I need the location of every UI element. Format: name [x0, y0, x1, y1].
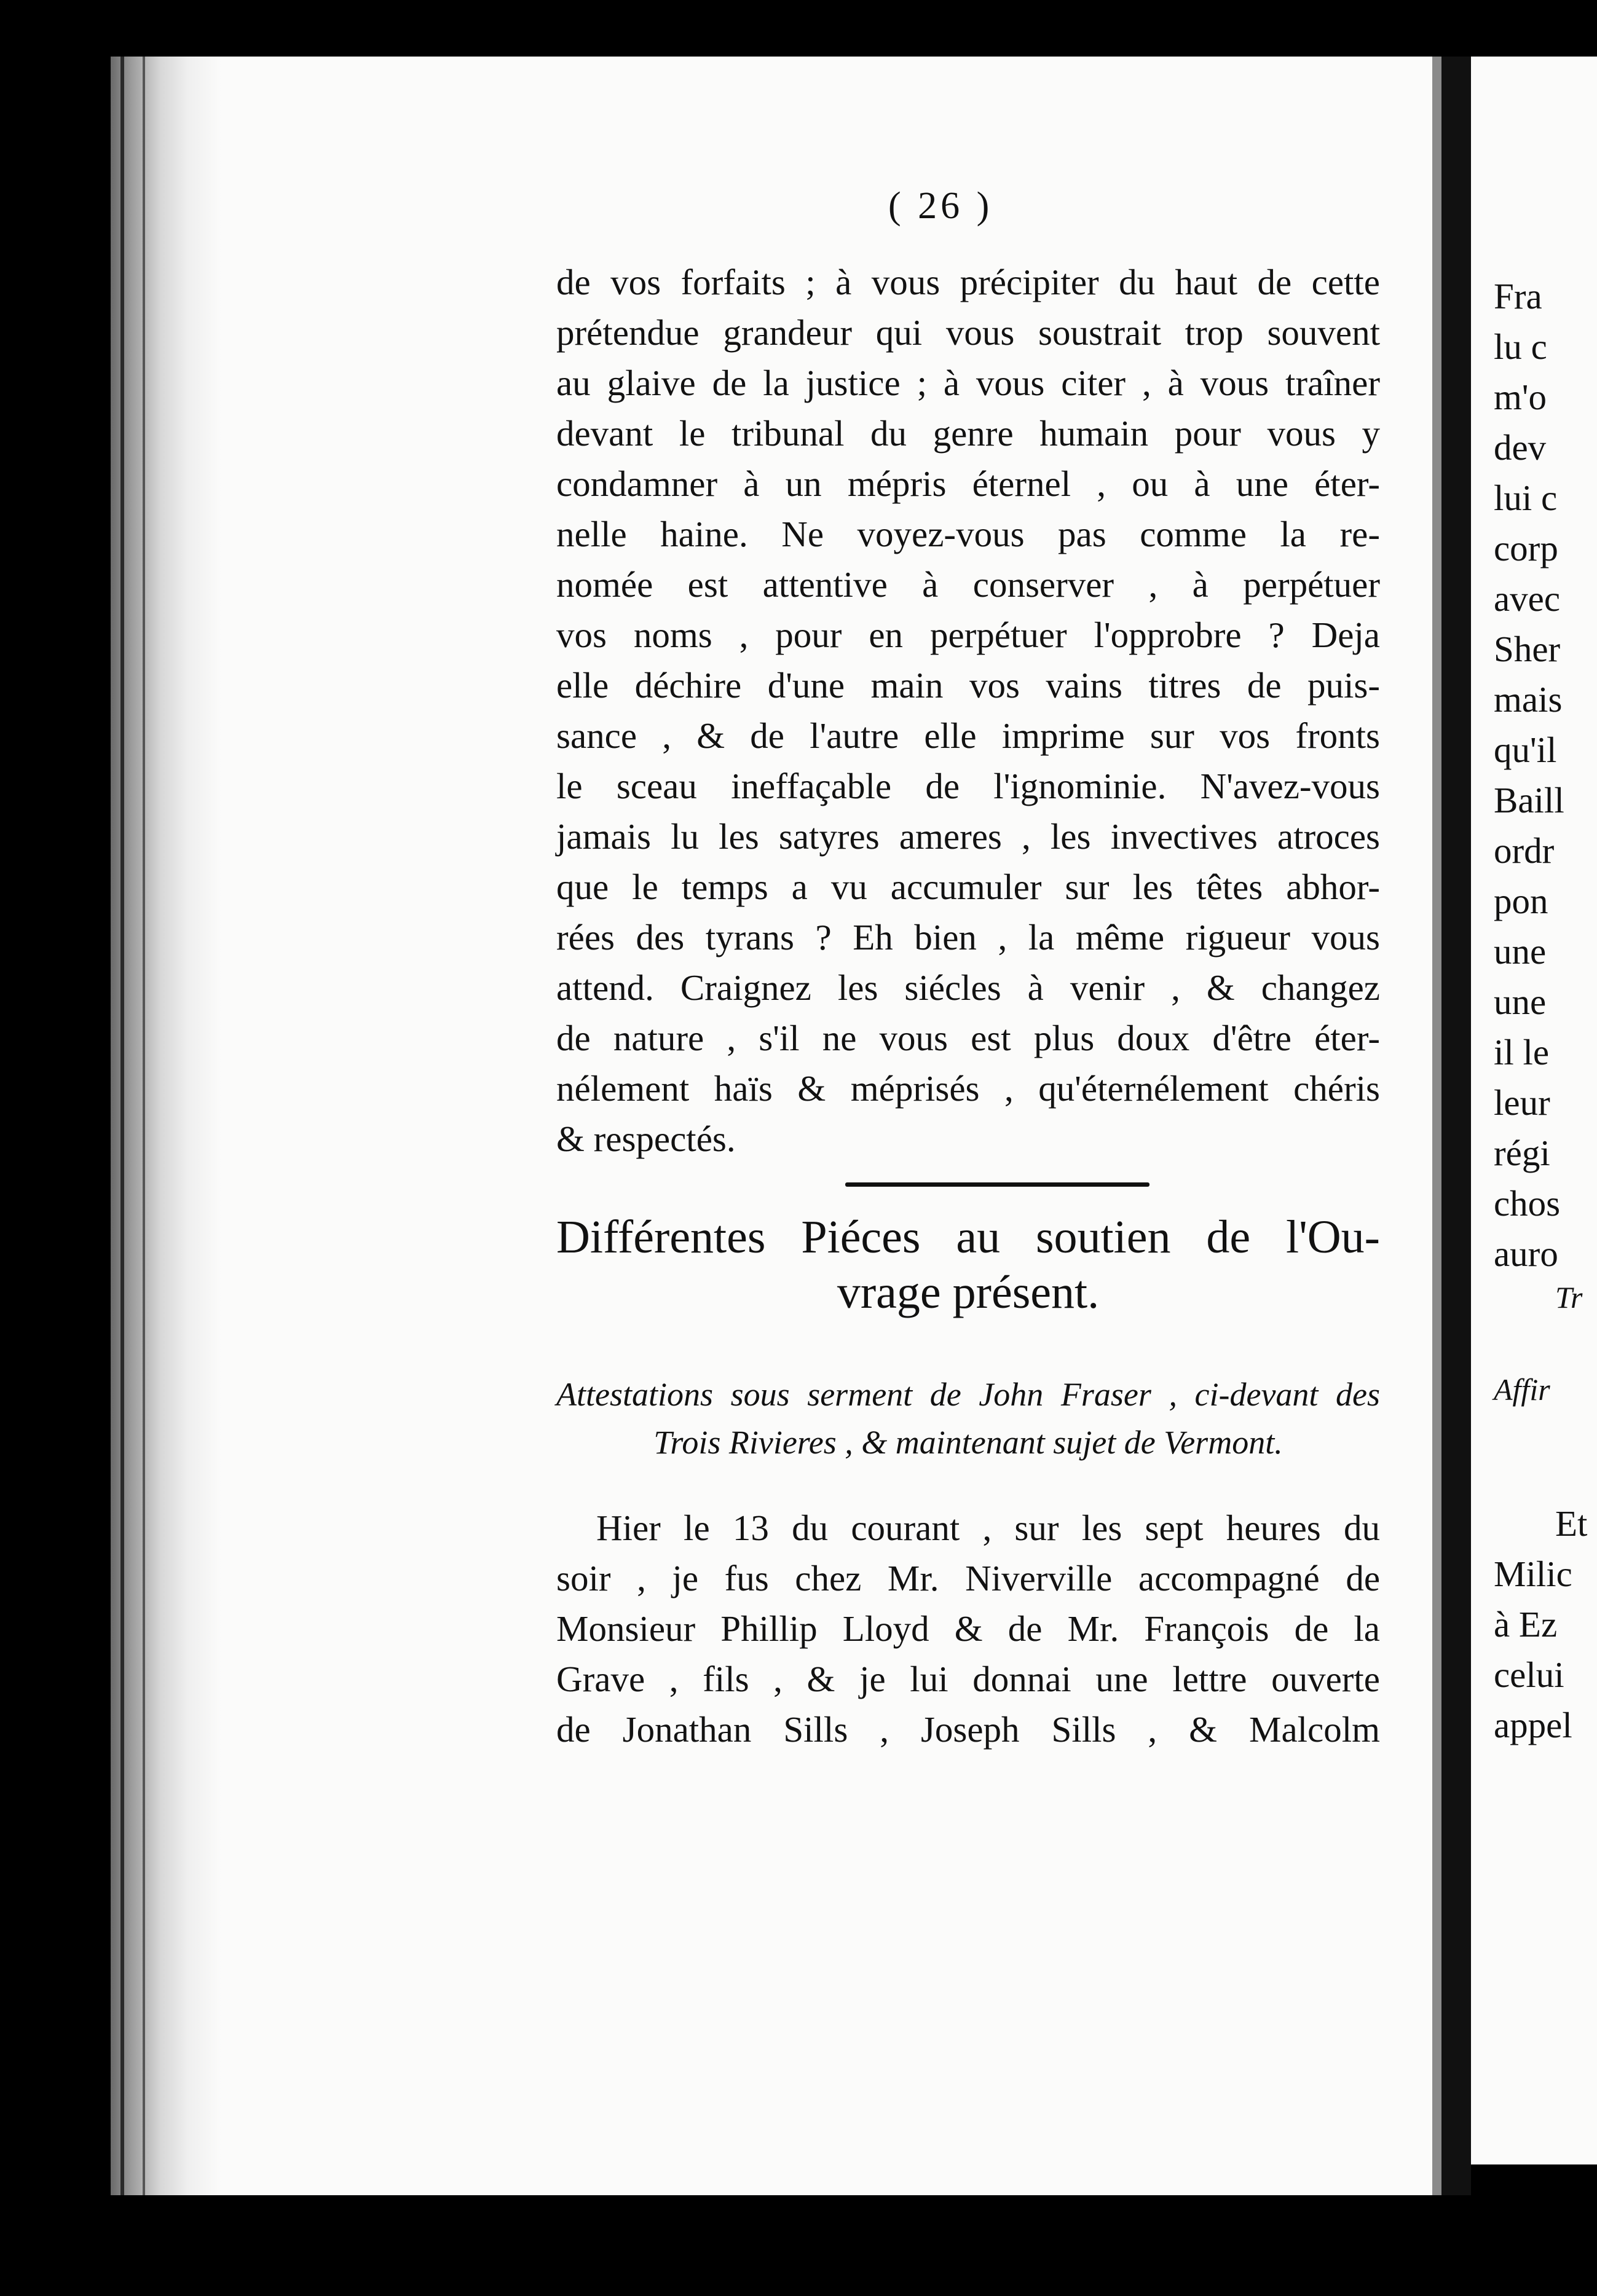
- subheading-line: Trois Rivieres , & maintenant sujet de Vermont.: [653, 1424, 1283, 1461]
- right-page-fragment: une: [1494, 981, 1547, 1022]
- right-page-fragment: Sher: [1494, 629, 1561, 669]
- right-page-fragment: Baill: [1494, 780, 1564, 820]
- text-line: de nature , s'il ne vous est plus doux d'être éter-: [556, 1018, 1380, 1058]
- right-page-fragment: corp: [1494, 528, 1558, 568]
- text-line: nomée est attentive à conserver , à perpétuer: [556, 564, 1380, 605]
- gutter-edge-line: [120, 57, 124, 2195]
- text-line: devant le tribunal du genre humain pour vous y: [556, 413, 1380, 454]
- text-line: nelle haine. Ne voyez-vous pas comme la re-: [556, 514, 1380, 554]
- section-rule: [845, 1182, 1149, 1187]
- body-paragraph: [556, 257, 1380, 1164]
- text-line: vos noms , pour en perpétuer l'opprobre ? Deja: [556, 615, 1380, 655]
- page-gutter-shadow: [111, 57, 221, 2195]
- section-subheading: [556, 1370, 1380, 1466]
- text-line: Grave , fils , & je lui donnai une lettre ouverte: [556, 1659, 1380, 1699]
- heading-line: Différentes Piéces au soutien de l'Ou-: [556, 1211, 1380, 1263]
- gutter-edge-line: [143, 57, 145, 2195]
- right-page-fragment: une: [1494, 931, 1547, 972]
- right-page-fragment: Tr: [1555, 1280, 1583, 1315]
- subheading-line: Attestations sous serment de John Fraser , ci-devant des: [556, 1376, 1380, 1413]
- text-line: Hier le 13 du courant , sur les sept heures du: [596, 1508, 1380, 1548]
- right-page-fragment: mais: [1494, 679, 1563, 720]
- right-page-fragment: Fra: [1494, 276, 1542, 316]
- text-line: de Jonathan Sills , Joseph Sills , & Malcolm: [556, 1709, 1380, 1750]
- page-number: ( 26 ): [888, 185, 993, 227]
- testimony-paragraph: [556, 1503, 1380, 1755]
- text-line: Monsieur Phillip Lloyd & de Mr. François de la: [556, 1608, 1380, 1649]
- text-line: attend. Craignez les siécles à venir , & changez: [556, 967, 1380, 1008]
- right-page-fragment: à Ez: [1494, 1604, 1558, 1645]
- right-page-fragment: lui c: [1494, 478, 1558, 518]
- text-line: que le temps a vu accumuler sur les têtes abhor-: [556, 867, 1380, 907]
- right-page-fragment: leur: [1494, 1082, 1550, 1123]
- right-page-fragment: lu c: [1494, 326, 1547, 367]
- right-page-fragment: Affir: [1494, 1372, 1550, 1407]
- right-page-fragment: dev: [1494, 427, 1547, 468]
- section-heading: [556, 1209, 1380, 1320]
- right-page-fragment: ordr: [1494, 830, 1555, 871]
- right-page-fragment: régi: [1494, 1133, 1550, 1173]
- right-page-fragment: celui: [1494, 1654, 1564, 1695]
- right-page-fragment: pon: [1494, 881, 1548, 921]
- right-page-fragment: qu'il: [1494, 729, 1557, 770]
- right-page-fragment: il le: [1494, 1032, 1550, 1072]
- binding-divider: [1441, 57, 1471, 2195]
- right-page-fragment: Et: [1555, 1503, 1588, 1544]
- right-page-fragment: Milic: [1494, 1554, 1572, 1594]
- text-line: jamais lu les satyres ameres , les invectives atroces: [556, 816, 1380, 857]
- text-line: rées des tyrans ? Eh bien , la même rigueur vous: [556, 917, 1380, 957]
- text-line: condamner à un mépris éternel , ou à une éter-: [556, 463, 1380, 504]
- right-page-fragment: m'o: [1494, 377, 1547, 417]
- text-line: nélement haïs & méprisés , qu'éternélement chéris: [556, 1068, 1380, 1109]
- text-line: soir , je fus chez Mr. Niverville accompagné de: [556, 1558, 1380, 1598]
- text-line: de vos forfaits ; à vous précipiter du haut de cette: [556, 262, 1380, 302]
- text-line: au glaive de la justice ; à vous citer , à vous traîner: [556, 363, 1380, 403]
- text-line: le sceau ineffaçable de l'ignominie. N'avez-vous: [556, 766, 1380, 806]
- text-line: prétendue grandeur qui vous soustrait trop souvent: [556, 312, 1380, 353]
- right-page-fragment: chos: [1494, 1183, 1561, 1224]
- right-page-fragment: appel: [1494, 1705, 1572, 1745]
- right-page-fragment: auro: [1494, 1233, 1558, 1274]
- text-line: elle déchire d'une main vos vains titres de puis-: [556, 665, 1380, 706]
- text-line: sance , & de l'autre elle imprime sur vos fronts: [556, 715, 1380, 756]
- text-line: & respectés.: [556, 1119, 736, 1159]
- right-page-fragment: avec: [1494, 578, 1561, 619]
- heading-line: vrage présent.: [837, 1267, 1100, 1318]
